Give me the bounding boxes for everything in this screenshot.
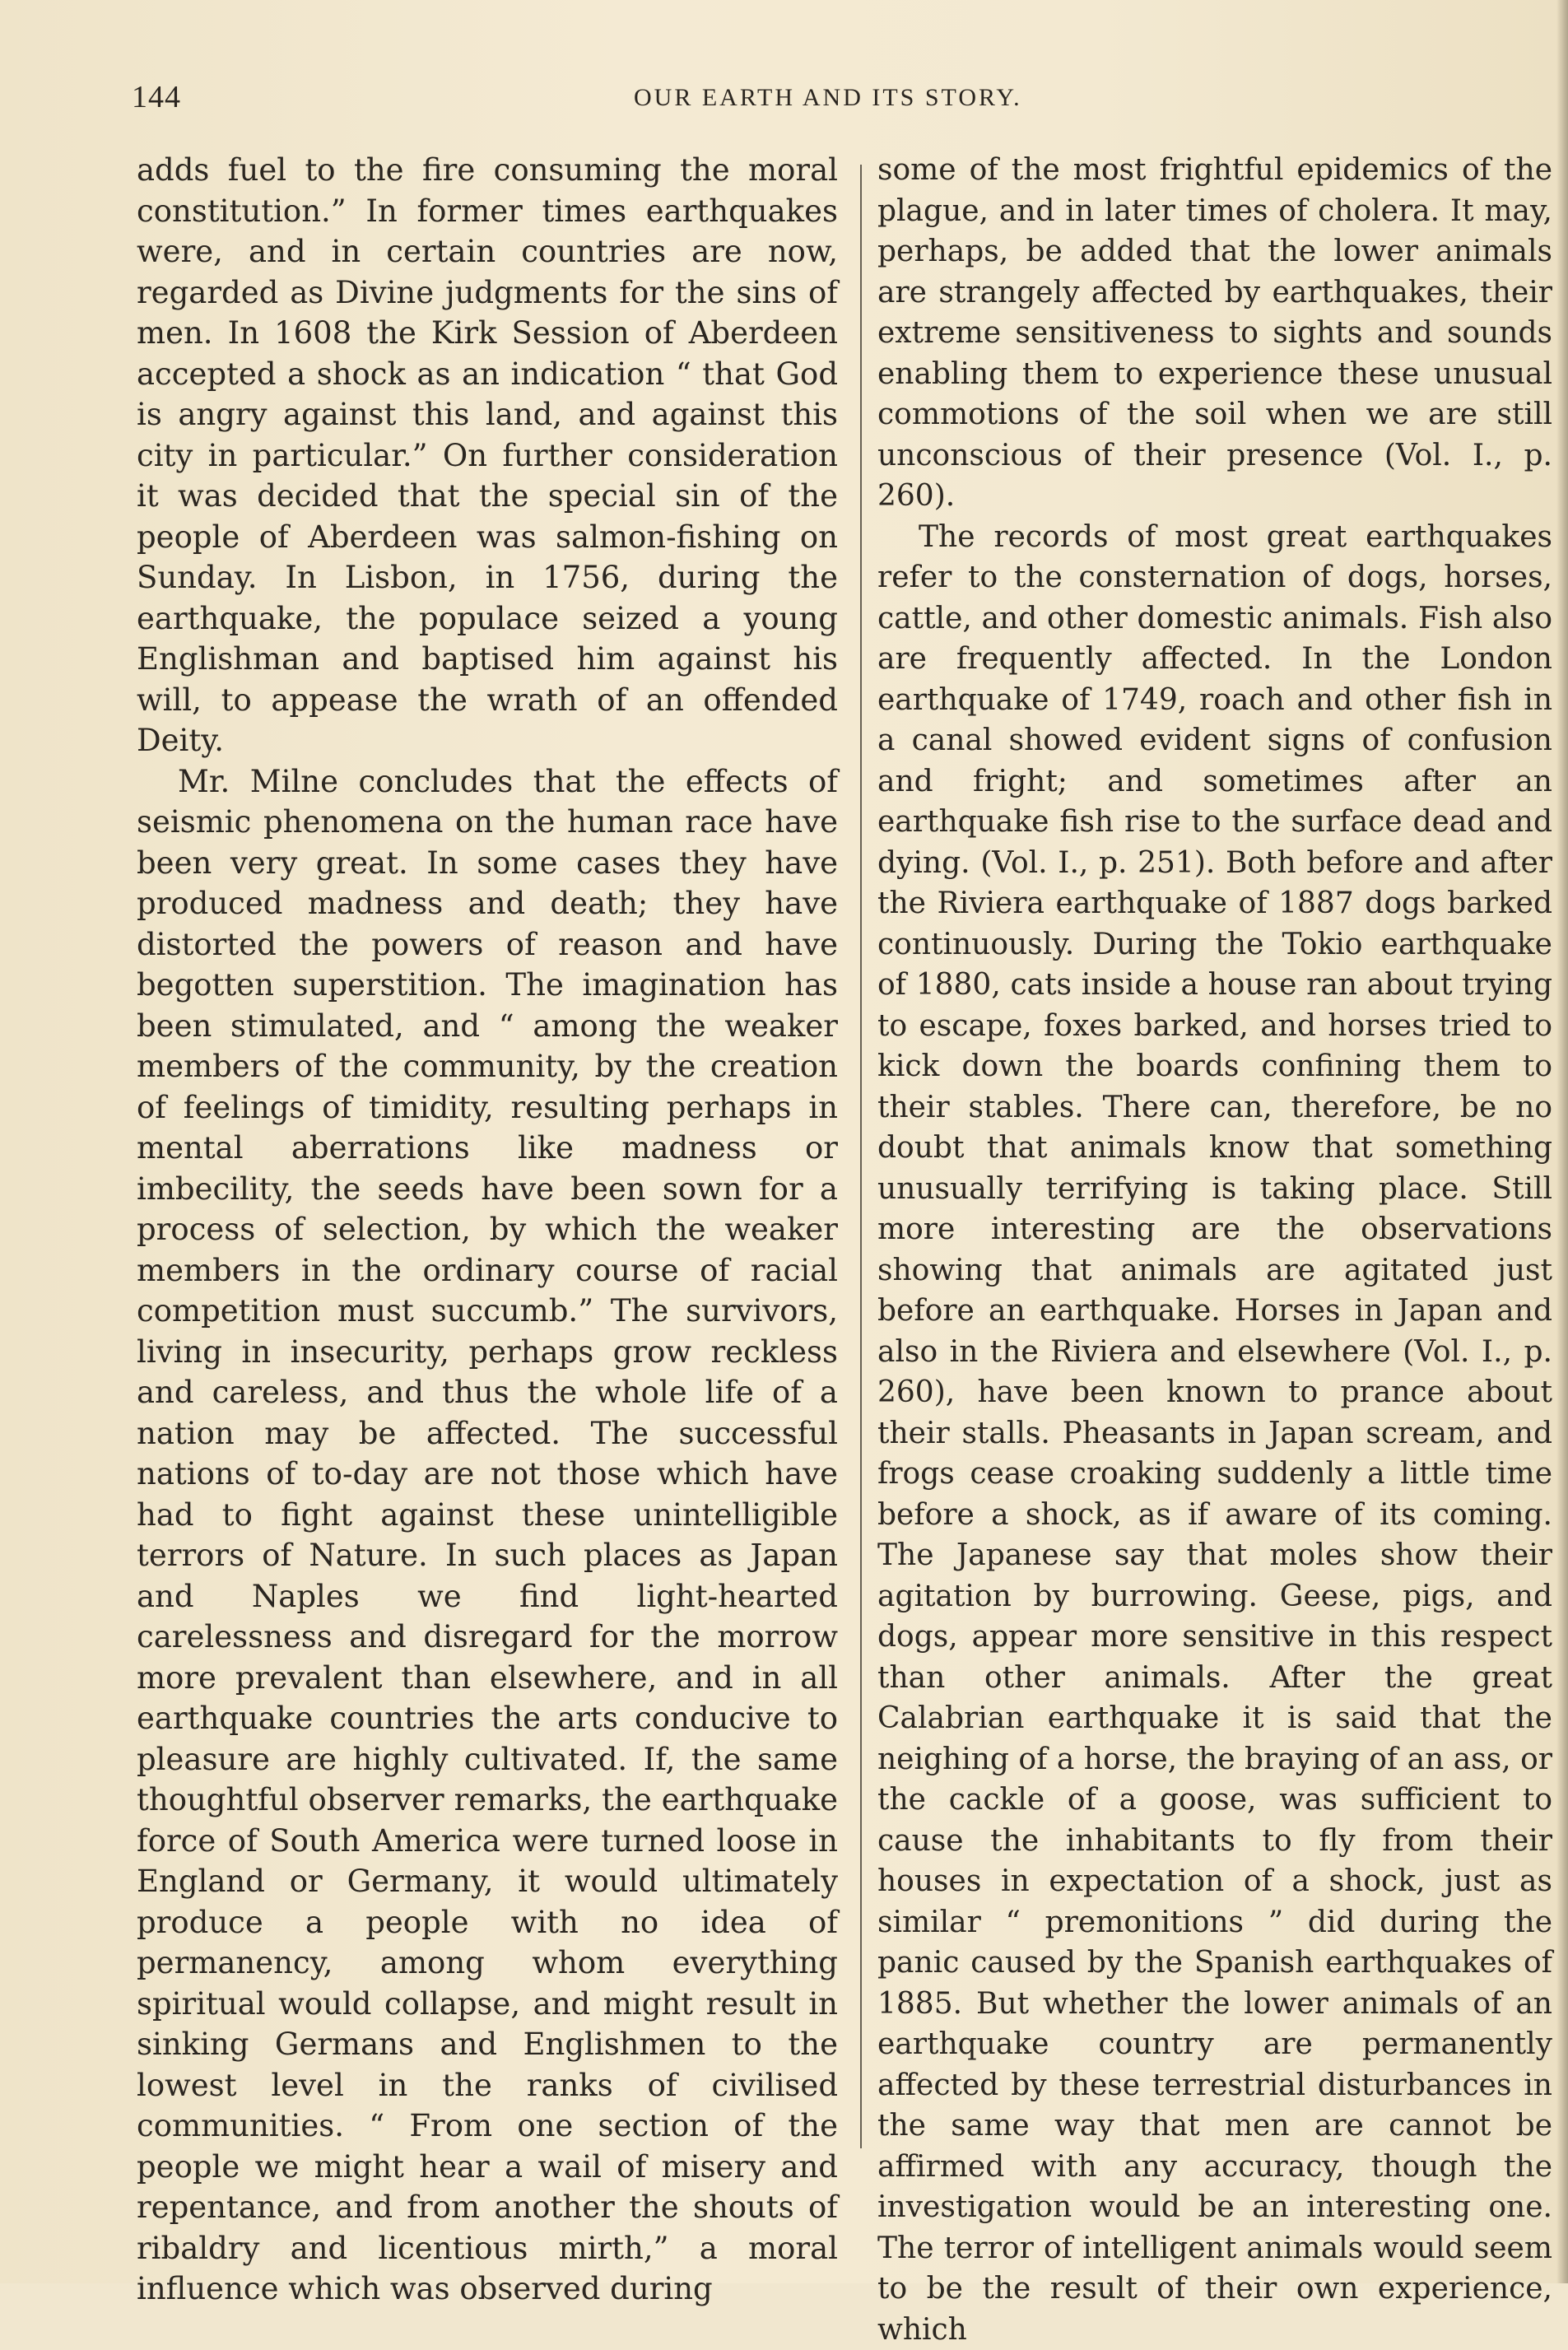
page-edge-shadow bbox=[1556, 0, 1568, 2283]
left-paragraph-2: Mr. Milne concludes that the effects of seismic phenomena on the human race have been very great. In some cases they have produced madness and death; they have distorted the powers of reason and have begotten superstition. The imagination has been stimulated, and “ among the weaker members of the community, by the creation of feelings of timidity, resulting perhaps in mental aberrations like madness or imbecility, the seeds have been sown for a process of selection, by which the weaker members in the ordinary course of racial competition must succumb.” The survivors, living in insecurity, perhaps grow reckless and careless, and thus the whole life of a nation may be affected. The successful nations of to-day are not those which have had to fight against these unintelligible terrors of Nature. In such places as Japan and Naples we find light-hearted carelessness and disregard for the morrow more prevalent than elsewhere, and in all earthquake countries the arts conducive to pleasure are highly cultivated. If, the same thoughtful observer remarks, the earthquake force of South America were turned loose in England or Germany, it would ultimately produce a people with no idea of permanency, among whom everything spiritual would collapse, and might result in sinking Germans and Englishmen to the lowest level in the ranks of civilised communities. “ From one section of the people we might hear a wail of misery and repentance, and from another the shouts of ribaldry and licentious mirth,” a moral influence which was observed during bbox=[137, 761, 838, 2310]
right-paragraph-2: The records of most great earthquakes refer to the consternation of dogs, horses, cattle, and other domestic animals. Fish also are frequently affected. In the London earthquake of 1749, roach and other fish in a canal showed evident signs of confusion and fright; and sometimes after an earthquake fish rise to the surface dead and dying. (Vol. I., p. 251). Both before and after the Riviera earthquake of 1887 dogs barked continuously. During the Tokio earthquake of 1880, cats inside a house ran about trying to escape, foxes barked, and horses tried to kick down the boards confining them to their stables. There can, therefore, be no doubt that animals know that something unusually terrifying is taking place. Still more interesting are the observations showing that animals are agitated just before an earthquake. Horses in Japan and also in the Riviera and elsewhere (Vol. I., p. 260), have been known to prance about their stalls. Pheasants in Japan scream, and frogs cease croaking suddenly a little time before a shock, as if aware of its coming. The Japanese say that moles show their agitation by burrowing. Geese, pigs, and dogs, appear more sensitive in this respect than other animals. After the great Calabrian earthquake it is said that the neighing of a horse, the braying of an ass, or the cackle of a goose, was sufficient to cause the inhabitants to fly from their houses in expectation of a shock, just as similar “ premonitions ” did during the panic caused by the Spanish earthquakes of 1885. But whether the lower animals of an earthquake country are permanently affected by these terrestrial disturbances in the same way that men are cannot be affirmed with any accuracy, though the investigation would be an interesting one. The terror of intelligent animals would seem to be the result of their own experience, which bbox=[877, 517, 1552, 2350]
right-paragraph-1: some of the most frightful epidemics of the plague, and in later times of cholera. It may, perhaps, be added that the lower animals are strangely affected by earthquakes, their extreme sensitiveness to sights and sounds enabling them to experience these unusual commotions of the soil when we are still unconscious of their presence (Vol. I., p. 260). bbox=[877, 150, 1552, 517]
page-number: 144 bbox=[132, 79, 181, 115]
left-column bbox=[137, 150, 838, 2310]
right-column bbox=[877, 150, 1552, 2350]
page-header bbox=[132, 79, 1416, 120]
running-head: OUR EARTH AND ITS STORY. bbox=[634, 84, 1022, 112]
column-divider bbox=[860, 165, 862, 2148]
left-paragraph-1: adds fuel to the fire consuming the moral constitution.” In former times earthquakes were, and in certain countries are now, regarded as Divine judgments for the sins of men. In 1608 the Kirk Session of Aberdeen accepted a shock as an indication “ that God is angry against this land, and against this city in particular.” On further consideration it was decided that the special sin of the people of Aberdeen was salmon-fishing on Sunday. In Lisbon, in 1756, during the earthquake, the populace seized a young Englishman and baptised him against his will, to appease the wrath of an offended Deity. bbox=[137, 150, 838, 761]
